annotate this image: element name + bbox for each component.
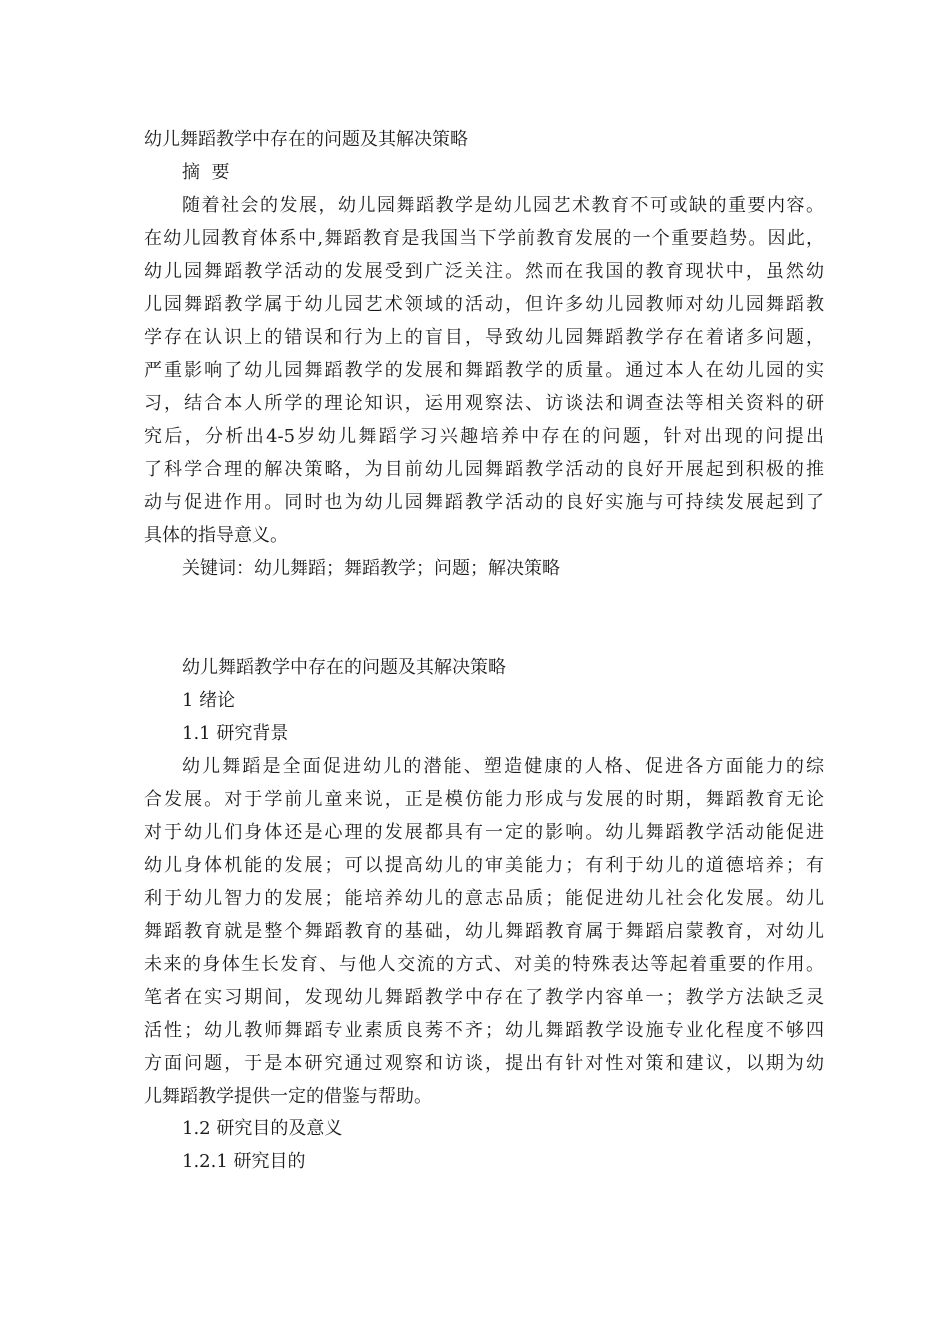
section-1-1-heading: 1.1 研究背景	[182, 723, 289, 744]
chapter-1-heading: 1 绪论	[182, 690, 236, 711]
background-line: 舞蹈教育就是整个舞蹈教育的基础，幼儿舞蹈教育属于舞蹈启蒙教育，对幼儿	[144, 921, 824, 942]
abstract-line: 究后，分析出4-5岁幼儿舞蹈学习兴趣培养中存在的问题，针对出现的问提出	[144, 426, 824, 447]
background-line: 儿舞蹈教学提供一定的借鉴与帮助。	[144, 1086, 432, 1107]
abstract-line: 习，结合本人所学的理论知识，运用观察法、访谈法和调查法等相关资料的研	[144, 393, 824, 414]
abstract-doc-title: 幼儿舞蹈教学中存在的问题及其解决策略	[144, 129, 468, 150]
background-line: 方面问题，于是本研究通过观察和访谈，提出有针对性对策和建议，以期为幼	[144, 1053, 824, 1074]
background-line: 未来的身体生长发育、与他人交流的方式、对美的特殊表达等起着重要的作用。	[144, 954, 824, 975]
section-1-2-heading: 1.2 研究目的及意义	[182, 1118, 343, 1139]
keywords-line: 关键词：幼儿舞蹈；舞蹈教学；问题；解决策略	[182, 558, 560, 579]
abstract-paragraph	[144, 189, 824, 552]
background-line: 利于幼儿智力的发展；能培养幼儿的意志品质；能促进幼儿社会化发展。幼儿	[144, 888, 824, 909]
abstract-line: 幼儿园舞蹈教学活动的发展受到广泛关注。然而在我国的教育现状中，虽然幼	[144, 261, 824, 282]
background-line: 合发展。对于学前儿童来说，正是模仿能力形成与发展的时期，舞蹈教育无论	[144, 789, 824, 810]
background-line: 幼儿舞蹈是全面促进幼儿的潜能、塑造健康的人格、促进各方面能力的综	[182, 756, 824, 777]
body-doc-title: 幼儿舞蹈教学中存在的问题及其解决策略	[182, 657, 506, 678]
section-1-2-1-heading: 1.2.1 研究目的	[182, 1151, 306, 1172]
abstract-line: 在幼儿园教育体系中,舞蹈教育是我国当下学前教育发展的一个重要趋势。因此，	[144, 228, 824, 249]
background-paragraph	[144, 750, 824, 1113]
abstract-line: 儿园舞蹈教学属于幼儿园艺术领域的活动，但许多幼儿园教师对幼儿园舞蹈教	[144, 294, 824, 315]
abstract-line: 具体的指导意义。	[144, 525, 288, 546]
background-line: 对于幼儿们身体还是心理的发展都具有一定的影响。幼儿舞蹈教学活动能促进	[144, 822, 824, 843]
abstract-line: 学存在认识上的错误和行为上的盲目，导致幼儿园舞蹈教学存在着诸多问题，	[144, 327, 824, 348]
abstract-line: 随着社会的发展，幼儿园舞蹈教学是幼儿园艺术教育不可或缺的重要内容。	[182, 195, 824, 216]
background-line: 笔者在实习期间，发现幼儿舞蹈教学中存在了教学内容单一；教学方法缺乏灵	[144, 987, 824, 1008]
abstract-line: 严重影响了幼儿园舞蹈教学的发展和舞蹈教学的质量。通过本人在幼儿园的实	[144, 360, 824, 381]
background-line: 幼儿身体机能的发展；可以提高幼儿的审美能力；有利于幼儿的道德培养；有	[144, 855, 824, 876]
abstract-heading: 摘 要	[182, 162, 230, 183]
abstract-line: 动与促进作用。同时也为幼儿园舞蹈教学活动的良好实施与可持续发展起到了	[144, 492, 824, 513]
abstract-line: 了科学合理的解决策略，为目前幼儿园舞蹈教学活动的良好开展起到积极的推	[144, 459, 824, 480]
background-line: 活性；幼儿教师舞蹈专业素质良莠不齐；幼儿舞蹈教学设施专业化程度不够四	[144, 1020, 824, 1041]
